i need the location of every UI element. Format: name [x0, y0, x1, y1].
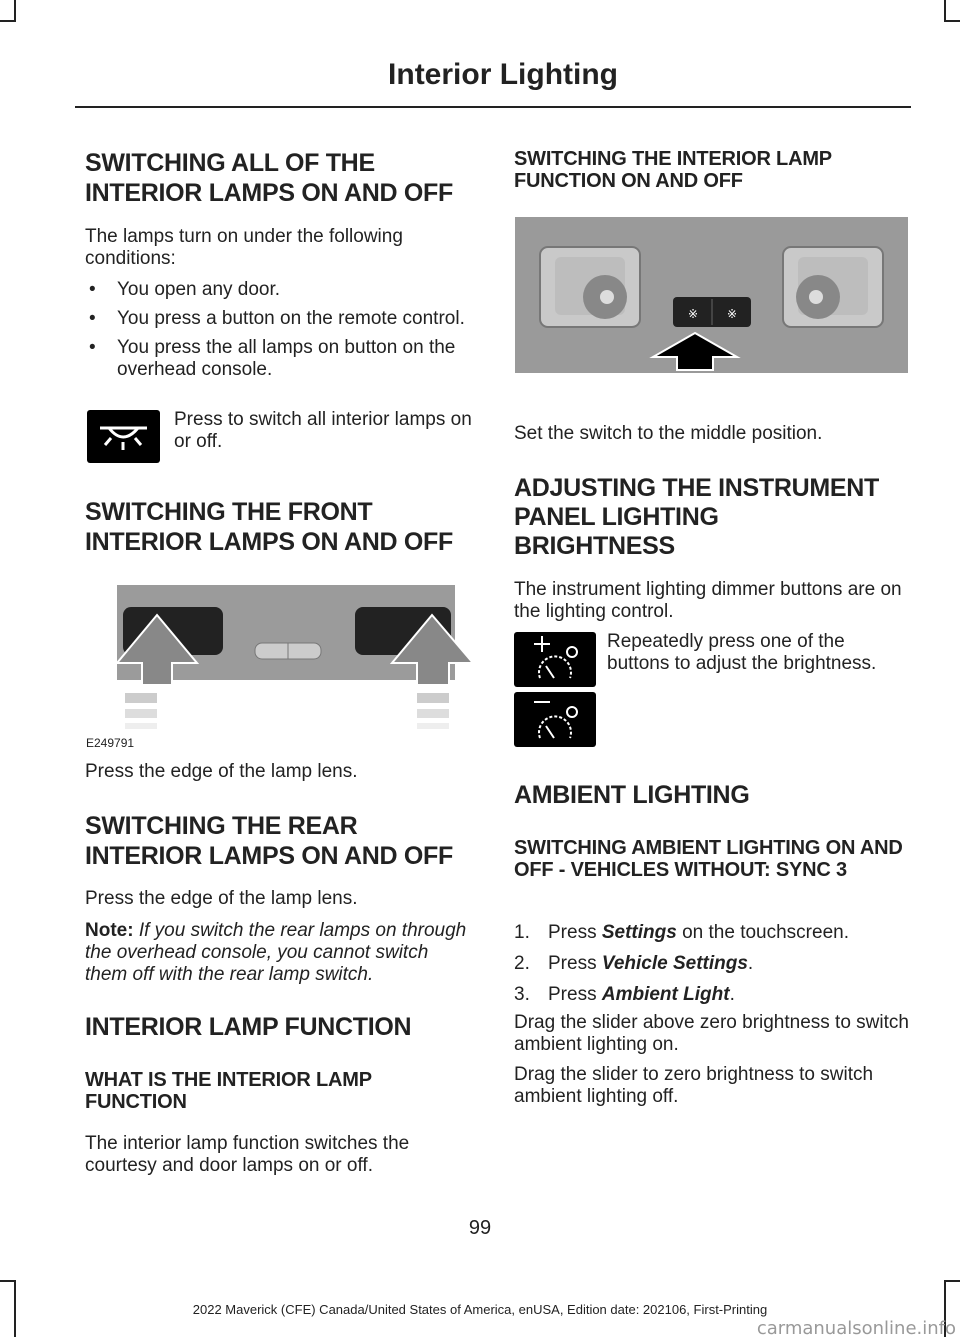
section-title: PANEL LIGHTING [514, 503, 719, 531]
crop-mark [0, 1280, 16, 1282]
body-text: Drag the slider above zero brightness to switch ambient lighting on. [514, 1012, 909, 1055]
dimmer-up-icon [514, 632, 596, 687]
section-title: INTERIOR LAMP FUNCTION [85, 1013, 412, 1041]
image-code: E249791 [86, 736, 135, 750]
subsection-title: WHAT IS THE INTERIOR LAMP FUNCTION [85, 1069, 372, 1113]
crop-mark [944, 0, 946, 22]
section-title: INTERIOR LAMPS ON AND OFF [85, 179, 453, 207]
figure-caption: Set the switch to the middle position. [514, 423, 823, 444]
body-text: The interior lamp function switches the courtesy and door lamps on or off. [85, 1133, 410, 1176]
svg-text:※: ※ [687, 307, 699, 321]
icon-description: Press to switch all interior lamps on or off. [174, 409, 472, 452]
list-item: 3. Press Ambient Light. [514, 984, 735, 1005]
note [85, 920, 475, 986]
list-item: • You open any door. [85, 279, 475, 301]
note-text: If you switch the rear lamps on through the overhead console, you cannot switch them off with the rear lamp switch. [85, 920, 467, 985]
list-item: 2. Press Vehicle Settings. [514, 953, 754, 974]
overhead-console-illustration [515, 217, 908, 373]
dimmer-down-icon [514, 692, 596, 747]
section-title: SWITCHING ALL OF THE [85, 149, 375, 177]
section-title: AMBIENT LIGHTING [514, 781, 750, 809]
icon-description: Repeatedly press one of the buttons to adjust the brightness. [607, 631, 877, 674]
all-lamps-icon [87, 410, 160, 463]
section-title: ADJUSTING THE INSTRUMENT [514, 474, 880, 502]
figure-caption: Press the edge of the lamp lens. [85, 761, 358, 782]
intro-text: The lamps turn on under the following conditions: [85, 226, 403, 269]
crop-mark [944, 1280, 960, 1282]
section-title: INTERIOR LAMPS ON AND OFF [85, 528, 453, 556]
section-title: INTERIOR LAMPS ON AND OFF [85, 842, 453, 870]
section-title: SWITCHING THE REAR [85, 812, 358, 840]
page-number: 99 [468, 1217, 492, 1239]
front-lamp-illustration [87, 585, 473, 750]
section-title: SWITCHING THE INTERIOR LAMP FUNCTION ON AND OFF [514, 148, 832, 192]
body-text: The instrument lighting dimmer buttons are on the lighting control. [514, 579, 902, 622]
crop-mark [14, 0, 16, 22]
note-label: Note: [85, 920, 134, 941]
ambient-steps [514, 922, 909, 1015]
body-text: Press the edge of the lamp lens. [85, 888, 358, 909]
subsection-title: SWITCHING AMBIENT LIGHTING ON AND OFF - VEHICLES WITHOUT: SYNC 3 [514, 837, 903, 881]
svg-text:※: ※ [726, 307, 738, 321]
body-text: Drag the slider to zero brightness to switch ambient lighting off. [514, 1064, 874, 1107]
header-rule [75, 106, 911, 108]
conditions-list [85, 279, 475, 388]
list-item: • You press the all lamps on button on the overhead console. [85, 337, 475, 381]
list-item: • You press a button on the remote control. [85, 308, 475, 330]
crop-mark [944, 20, 960, 22]
watermark: carmanualsonline.info [756, 1318, 956, 1339]
crop-mark [0, 20, 16, 22]
section-title: SWITCHING THE FRONT [85, 498, 373, 526]
section-title: BRIGHTNESS [514, 532, 675, 560]
edition-line: 2022 Maverick (CFE) Canada/United States of America, enUSA, Edition date: 202106, First-Printing [192, 1302, 768, 1317]
page-title: Interior Lighting [388, 58, 618, 91]
list-item: 1. Press Settings on the touchscreen. [514, 922, 849, 943]
